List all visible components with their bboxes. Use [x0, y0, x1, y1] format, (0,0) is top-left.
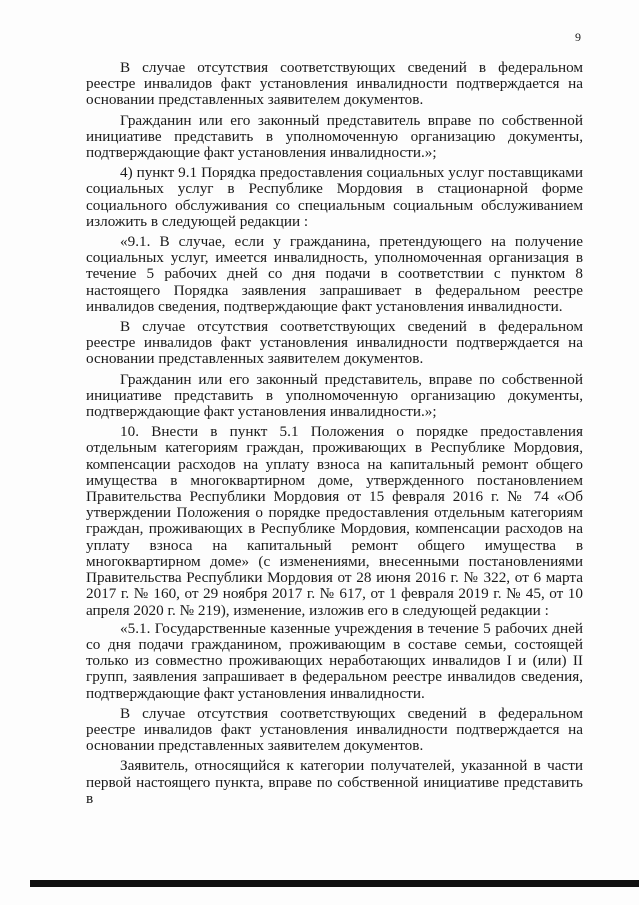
- page-number: 9: [575, 30, 581, 44]
- document-body: [86, 60, 583, 811]
- paragraph: В случае отсутствия соответствующих сведений в федеральном реестре инвалидов факт установления инвалидности подтверждается на основании представленных заявителем документов.: [86, 318, 583, 368]
- paragraph: «9.1. В случае, если у гражданина, претендующего на получение социальных услуг, имеется инвалидность, уполномоченная организация в течение 5 рабочих дней со дня подачи в соответствии с пунктом 8 настоящего Порядка заявления запрашивает в федеральном реестре инвалидов сведения, подтверждающие факт установления инвалидности.: [86, 233, 583, 315]
- paragraph: Заявитель, относящийся к категории получателей, указанной в части первой настоящего пункта, вправе по собственной инициативе представить в: [86, 757, 583, 807]
- paragraph: 10. Внести в пункт 5.1 Положения о порядке предоставления отдельным категориям граждан, проживающих в Республике Мордовия, компенсации расходов на уплату взноса на капитальный ремонт общего имущества в многоквартирном доме, утвержденного постановлением Правительства Республики Мордовия от 15 февраля 2016 г. № 74 «Об утверждении Положения о порядке предоставления отдельным категориям граждан, проживающих в Республике Мордовия, компенсации расходов на уплату взноса на капитальный ремонт общего имущества в многоквартирном доме» (с изменениями, внесенными постановлениями Правительства Республики Мордовия от 28 июня 2016 г. № 322, от 6 марта 2017 г. № 160, от 29 ноября 2017 г. № 617, от 1 февраля 2019 г. № 45, от 10 апреля 2020 г. № 219), изменение, изложив его в следующей редакции :: [86, 423, 583, 619]
- paragraph: Гражданин или его законный представитель вправе по собственной инициативе представить в уполномоченную организацию документы, подтверждающие факт установления инвалидности.»;: [86, 111, 583, 162]
- paragraph: Гражданин или его законный представитель, вправе по собственной инициативе представить в уполномоченную организацию документы, подтверждающие факт установления инвалидности.»;: [86, 370, 583, 421]
- paragraph: 4) пункт 9.1 Порядка предоставления социальных услуг поставщиками социальных услуг в Республике Мордовия в стационарной форме социального обслуживания со специальным социальным обслуживанием изложить в следующей редакции :: [86, 164, 583, 230]
- paragraph: В случае отсутствия соответствующих сведений в федеральном реестре инвалидов факт установления инвалидности подтверждается на основании представленных заявителем документов.: [86, 704, 583, 755]
- paragraph: В случае отсутствия соответствующих сведений в федеральном реестре инвалидов факт установления инвалидности подтверждается на основании представленных заявителем документов.: [86, 59, 583, 109]
- scan-edge-bar: [30, 880, 639, 887]
- paragraph: «5.1. Государственные казенные учреждения в течение 5 рабочих дней со дня подачи гражданином, проживающим в составе семьи, состоящей только из совместно проживающих неработающих инвалидов I и (или) II групп, заявления запрашивает в федеральном реестре инвалидов сведения, подтверждающие факт установления инвалидности.: [86, 619, 583, 702]
